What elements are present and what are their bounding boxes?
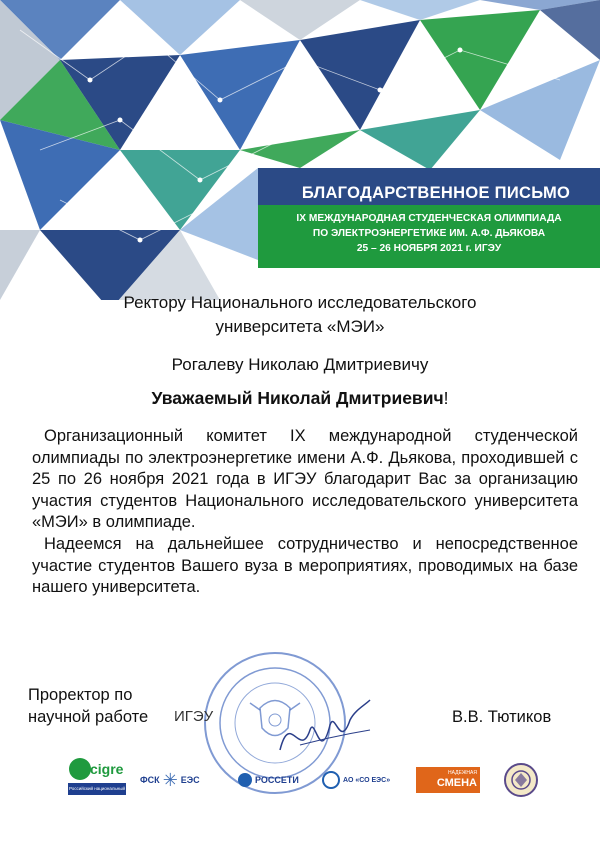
cigre-globe-icon: [68, 755, 128, 783]
signer-role-line-1: Проректор по: [28, 686, 133, 704]
smena-top-text: НАДЕЖНАЯ: [447, 770, 477, 776]
cigre-subtitle: Российский национальный комитет: [68, 783, 126, 795]
rosseti-text: РОССЕТИ: [255, 775, 299, 785]
body-text: [32, 426, 578, 599]
banner-title: БЛАГОДАРСТВЕННОЕ ПИСЬМО: [301, 184, 571, 202]
banner-line-2: ПО ЭЛЕКТРОЭНЕРГЕТИКЕ ИМ. А.Ф. ДЬЯКОВА: [312, 228, 546, 239]
rosseti-globe-icon: [238, 773, 252, 787]
salutation-punct: !: [443, 388, 449, 408]
salutation-name: Уважаемый Николай Дмитриевич: [151, 388, 444, 408]
addressee-name: Рогалеву Николаю Дмитриевичу: [171, 355, 429, 374]
so-ees-ring-icon: [322, 771, 340, 789]
rosseti-logo: [238, 755, 308, 805]
title-banner: [258, 168, 600, 268]
university-emblem: [504, 755, 540, 805]
signer-name: В.В. Тютиков: [452, 708, 552, 726]
fsk-ees-logo: [140, 755, 220, 805]
banner-line-1: IX МЕЖДУНАРОДНАЯ СТУДЕНЧЕСКАЯ ОЛИМПИАДА: [296, 213, 562, 224]
cigre-logo: [68, 755, 128, 805]
so-ees-text: АО «СО ЕЭС»: [343, 776, 391, 784]
signer-role-line-2: научной работе: [28, 708, 149, 726]
university-crest-icon: [504, 763, 538, 797]
cigre-wordmark: cigre: [90, 761, 124, 777]
signer-organization: ИГЭУ: [174, 708, 214, 725]
partner-logos: [0, 755, 600, 805]
body-paragraph-1: Организационный комитет IX международной студенческой олимпиады по электроэнергетике имени А.Ф. Дьякова, проходившей с 25 по 26 ноября 2021 года в ИГЭУ благодарит Вас за организацию участия студентов Национального исследовательского университета «МЭИ» в олимпиаде.: [32, 427, 578, 532]
smena-badge: [416, 767, 480, 793]
addressee-line-2: университета «МЭИ»: [215, 317, 385, 336]
fsk-text: ФСК: [140, 775, 160, 785]
ees-text: ЕЭС: [180, 775, 200, 785]
body-paragraph-2: Надеемся на дальнейшее сотрудничество и непосредственное участие студентов Вашего вуза в мероприятиях, проводимых на базе нашего университета.: [32, 534, 578, 597]
smena-text: СМЕНА: [436, 777, 477, 789]
smena-logo: [416, 755, 480, 805]
banner-line-3: 25 – 26 НОЯБРЯ 2021 г. ИГЭУ: [356, 243, 502, 254]
addressee-line-1: Ректору Национального исследовательского: [123, 293, 477, 312]
snowflake-icon: ✳: [162, 769, 178, 790]
salutation: [0, 388, 600, 409]
so-ees-logo: [322, 755, 402, 805]
signer-role: [28, 684, 148, 728]
